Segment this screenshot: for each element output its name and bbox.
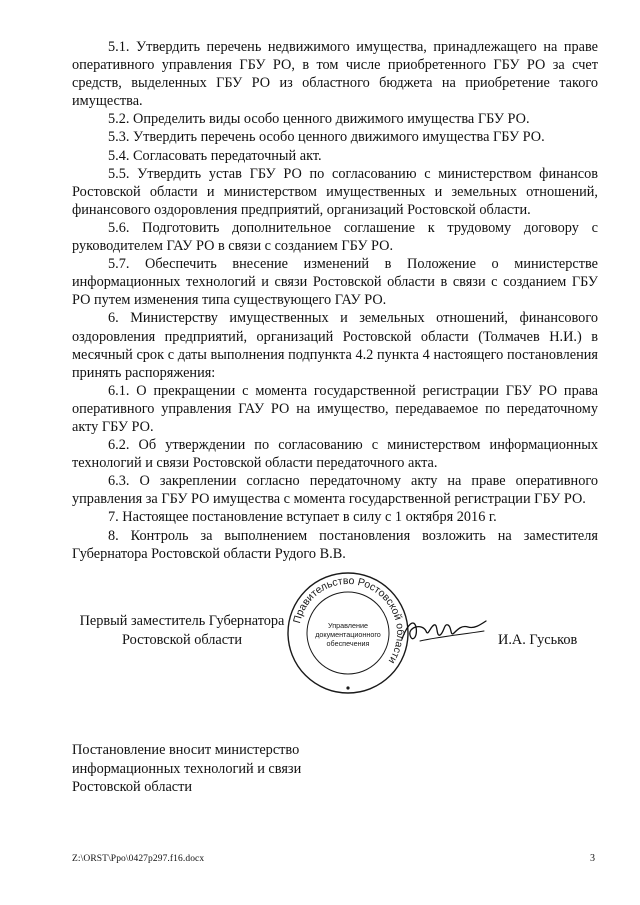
paragraph-6-1: 6.1. О прекращении с момента государственной регистрации ГБУ РО права оперативного управления ГАУ РО на имущество, передаваемое по передаточному акту ГБУ РО.: [72, 382, 598, 435]
paragraph-7: 7. Настоящее постановление вступает в силу с 1 октября 2016 г.: [108, 509, 497, 526]
paragraph-5-7: 5.7. Обеспечить внесение изменений в Положение о министерстве информационных технологий и связи Ростовской области в связи с созданием ГБУ РО путем изменения типа существующего ГАУ РО.: [72, 256, 598, 309]
paragraph-5-5: 5.5. Утвердить устав ГБУ РО по согласованию с министерством финансов Ростовской области и министерством имущественных и земельных отношений, финансового оздоровления предприятий, организаций Ростовской области.: [72, 165, 598, 218]
footer-file-path: Z:\ORST\Ppo\0427p297.f16.docx: [72, 854, 205, 864]
author-note: Постановление вносит министерство информационных технологий и связи Ростовской области: [72, 742, 302, 796]
paragraph-6-3: 6.3. О закреплении согласно передаточному акту на праве оперативного управления за ГБУ РО имущества с момента государственной регистрации ГБУ РО.: [72, 473, 598, 508]
paragraph-6-2: 6.2. Об утверждении по согласованию с министерством информационных технологий и связи Ростовской области передаточного акта.: [72, 437, 598, 472]
document-body: [72, 38, 598, 563]
paragraph-5-6: 5.6. Подготовить дополнительное соглашение к трудовому договору с руководителем ГАУ РО в связи с созданием ГБУ РО.: [72, 219, 598, 255]
paragraph-5-2: 5.2. Определить виды особо ценного движимого имущества ГБУ РО.: [108, 111, 530, 128]
paragraph-5-4: 5.4. Согласовать передаточный акт.: [108, 147, 322, 164]
signatory-name: И.А. Гуськов: [498, 632, 578, 648]
official-seal-stamp: [285, 570, 411, 696]
signatory-title: Первый заместитель Губернатора Ростовской области: [79, 613, 285, 648]
paragraph-6: 6. Министерству имущественных и земельных отношений, финансового оздоровления предприятий, организаций Ростовской области (Толмачев Н.И.) в месячный срок с даты выполнения подпункта 4.2 пункта 4 настоящего постановления принять распоряжения:: [72, 310, 598, 381]
handwritten-signature: [398, 613, 488, 649]
paragraph-5-3: 5.3. Утвердить перечень особо ценного движимого имущества ГБУ РО.: [108, 129, 545, 146]
page-number: 3: [590, 853, 595, 864]
seal-center-line-1: Управление: [328, 621, 368, 630]
seal-ring-text: Правительство Ростовской области: [291, 574, 407, 666]
seal-star-dot: [346, 686, 349, 689]
seal-center-line-3: обеспечения: [326, 639, 370, 648]
paragraph-5-1: 5.1. Утвердить перечень недвижимого имущества, принадлежащего на праве оперативного управления ГБУ РО, в том числе приобретенного ГБУ РО за счет средств, выделенных ГБУ РО из областного бюджета на приобретение такого имущества.: [72, 39, 598, 110]
paragraph-8: 8. Контроль за выполнением постановления возложить на заместителя Губернатора Ростовской области Рудого В.В.: [72, 527, 598, 562]
seal-center-line-2: документационного: [315, 630, 381, 639]
